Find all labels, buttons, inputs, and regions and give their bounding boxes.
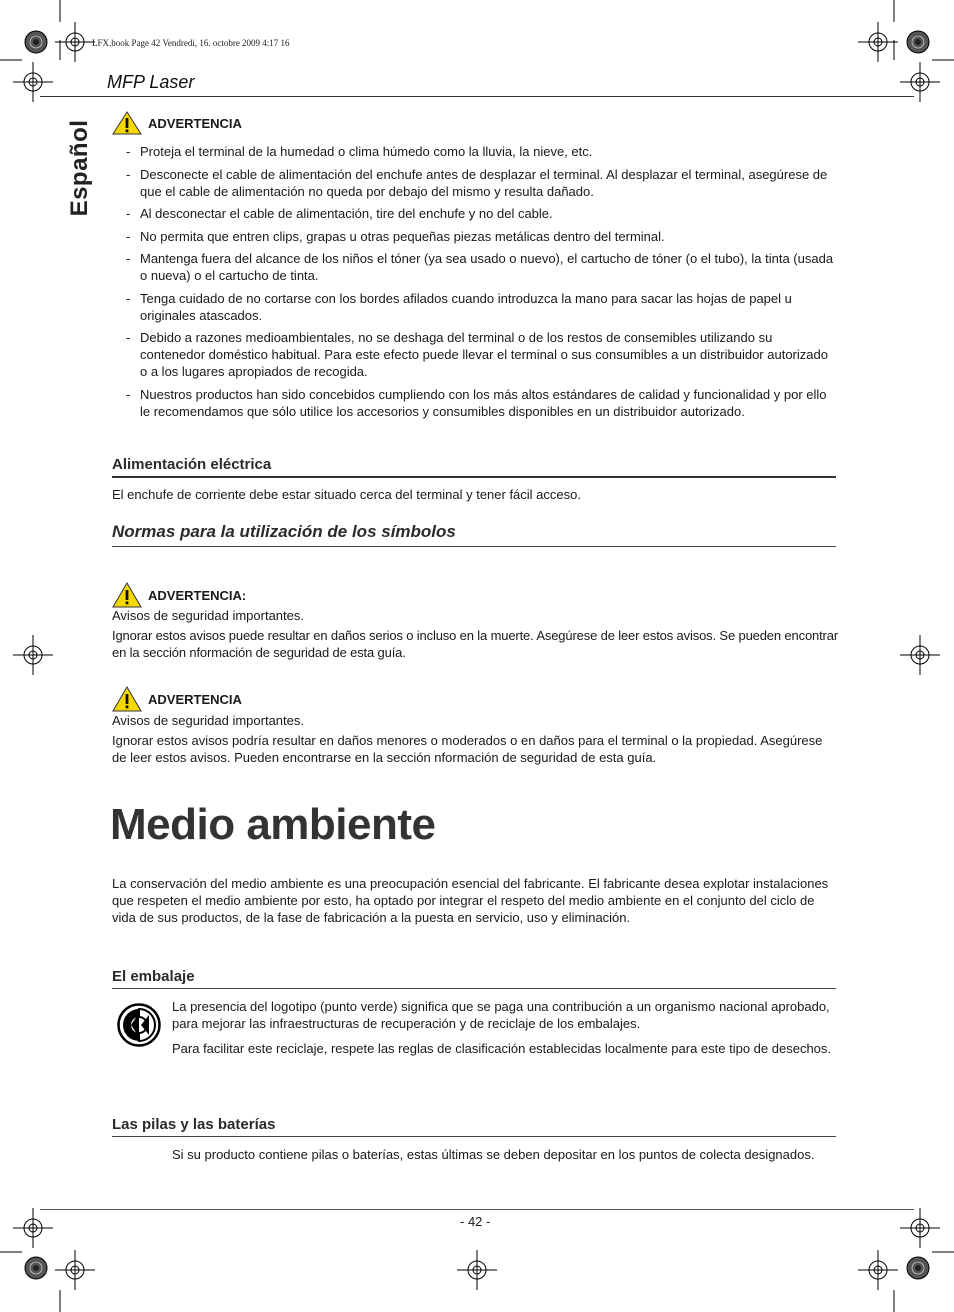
warning-subtitle: Avisos de seguridad importantes. (112, 713, 304, 728)
section-heading-symbols: Normas para la utilización de los símbolos (112, 522, 456, 541)
header-title: MFP Laser (107, 72, 195, 92)
warning-subtitle: Avisos de seguridad importantes. (112, 608, 304, 623)
book-meta-line: LFX.book Page 42 Vendredi, 16. octobre 2009 4:17 16 (92, 38, 290, 48)
list-item: - Debido a razones medioambientales, no se deshaga del terminal o de los restos de consemibles utilizando su contenedor doméstico habitual. Para este efecto puede llevar el terminal o sus consumibles a un distribuidor autorizado o a los lugares apropiados de recogida. (126, 329, 838, 380)
section-rule (112, 988, 836, 989)
chapter-title: Medio ambiente (110, 800, 436, 849)
list-item: - Al desconectar el cable de alimentación, tire del enchufe y no del cable. (126, 205, 838, 222)
language-side-tab (58, 118, 102, 218)
list-item: - Nuestros productos han sido concebidos cumpliendo con los más altos estándares de calidad y funcionalidad y por ello le recomendamos que sólo utilice los accesorios y consumibles disponibles en un distribuidor autorizado. (126, 386, 838, 420)
warning-label: ADVERTENCIA (148, 115, 242, 131)
environment-intro: La conservación del medio ambiente es una preocupación esencial del fabricante. El fabricante desea explotar instalaciones que respeten el medio ambiente por esto, ha optado por integrar el respeto del medio ambiente en el conjunto del ciclo de vida de sus productos, de la fase de fabricación a la puesta en servicio, uso y eliminación. (112, 876, 829, 925)
warning-label: ADVERTENCIA (148, 691, 242, 707)
batteries-text: Si su producto contiene pilas o baterías, estas últimas se deben depositar en los puntos de colecta designados. (172, 1147, 815, 1162)
warning-triangle-icon (112, 111, 142, 135)
warning-label: ADVERTENCIA: (148, 587, 247, 603)
green-dot-recycling-icon (117, 1003, 161, 1047)
header-rule (40, 96, 914, 97)
list-item: - Mantenga fuera del alcance de los niños el tóner (ya sea usado o nuevo), el cartucho de tóner (o el tubo), la tinta (usada o nueva) o el cartucho de tinta. (126, 250, 838, 284)
section-rule (112, 476, 836, 478)
page-number: - 42 - (460, 1214, 491, 1229)
packaging-text-1: La presencia del logotipo (punto verde) significa que se paga una contribución a un organismo nacional aprobado, para mejorar las infraestructuras de recuperación y de reciclaje de los embalajes. (172, 999, 830, 1031)
section-rule (112, 546, 836, 547)
list-item: - Proteja el terminal de la humedad o clima húmedo como la lluvia, la nieve, etc. (126, 143, 838, 160)
warning-heading (112, 582, 246, 608)
section-heading-packaging: El embalaje (112, 968, 195, 985)
power-text: El enchufe de corriente debe estar situado cerca del terminal y tener fácil acceso. (112, 487, 581, 502)
footer-rule (40, 1209, 914, 1210)
warning-heading (112, 686, 242, 712)
warning-triangle-icon (112, 686, 142, 712)
section-heading-batteries: Las pilas y las baterías (112, 1116, 276, 1133)
list-item: - No permita que entren clips, grapas u otras pequeñas piezas metálicas dentro del terminal. (126, 228, 838, 245)
warning-list (126, 143, 838, 425)
list-item: - Tenga cuidado de no cortarse con los bordes afilados cuando introduzca la mano para sacar las hojas de papel u originales atascados. (126, 290, 838, 324)
list-item: - Desconecte el cable de alimentación del enchufe antes de desplazar el terminal. Al desplazar el terminal, asegúrese de que el cable de alimentación no queda por debajo del mismo y resulta dañado. (126, 166, 838, 200)
warning-description: Ignorar estos avisos podría resultar en daños menores o moderados o en daños para el terminal o la propiedad. Asegúrese de leer estos avisos. Pueden encontrarse en la sección nformación de seguridad de esta guía. (112, 733, 823, 765)
section-heading-power: Alimentación eléctrica (112, 456, 272, 473)
section-rule (112, 1136, 836, 1137)
warning-triangle-icon (112, 582, 142, 608)
warning-heading (112, 111, 242, 135)
language-label: Español (66, 119, 93, 217)
warning-description: Ignorar estos avisos puede resultar en daños serios o incluso en la muerte. Asegúrese de leer estos avisos. Se pueden encontrar en la sección nformación de seguridad de esta guía. (112, 628, 839, 660)
packaging-text-2: Para facilitar este reciclaje, respete las reglas de clasificación establecidas localmente para este tipo de desechos. (172, 1041, 832, 1056)
